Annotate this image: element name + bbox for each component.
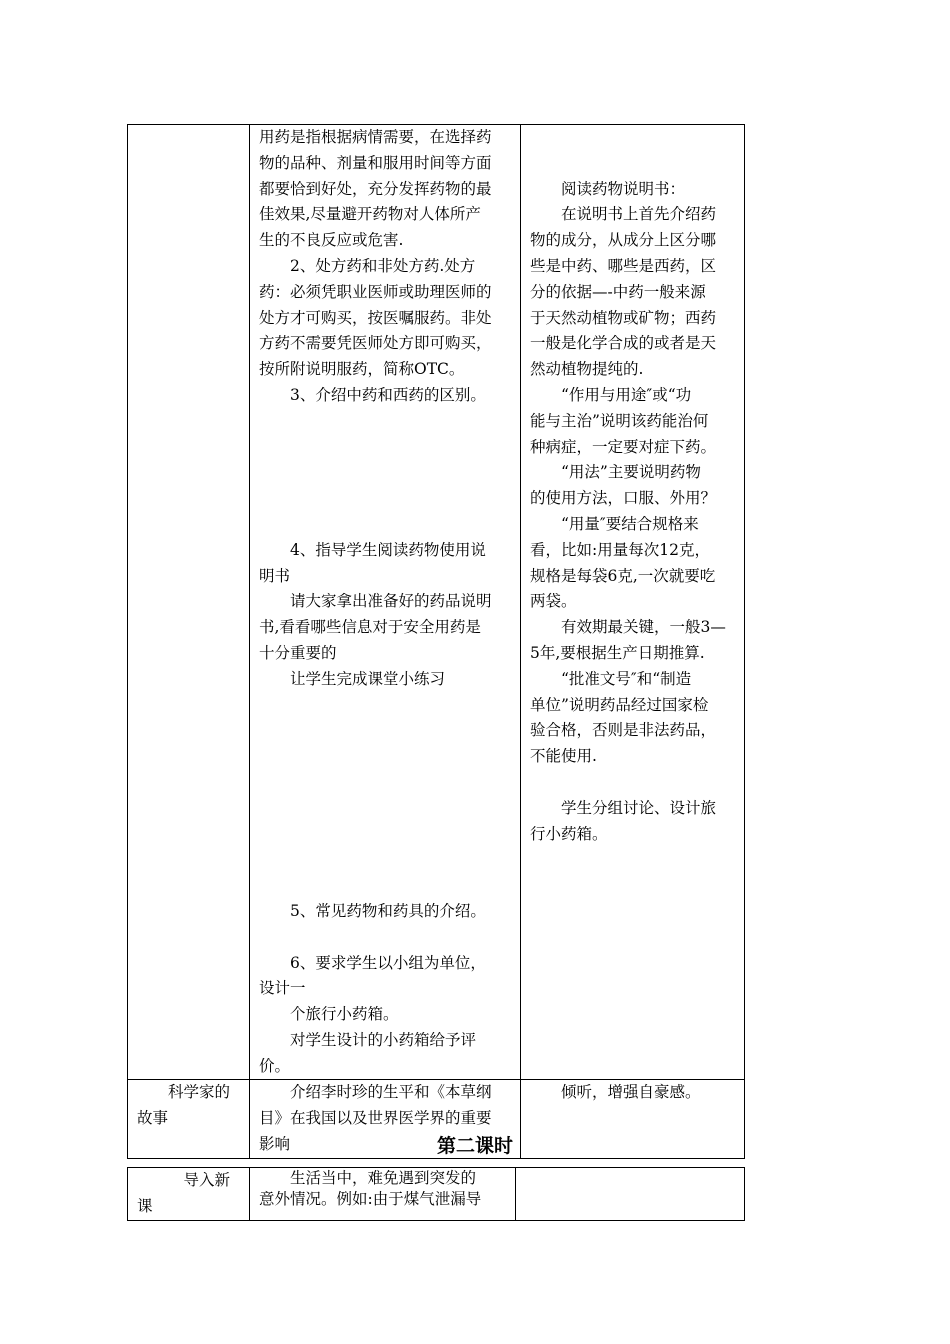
blank-line bbox=[530, 125, 735, 151]
intro-teacher-line-2: 意外情况。例如:由于煤气泄漏导 bbox=[259, 1190, 482, 1208]
text-line: 4、指导学生阅读药物使用说 bbox=[290, 540, 486, 559]
section-heading: 第二课时 bbox=[436, 1135, 513, 1157]
text-line: 按所附说明服药，简称OTC。 bbox=[259, 360, 465, 379]
text-line: 在说明书上首先介绍药 bbox=[561, 205, 717, 224]
text-line: “批准文号″和“制造 bbox=[561, 669, 692, 688]
text-line: 十分重要的 bbox=[259, 643, 337, 662]
text-line: 用药是指根据病情需要，在选择药 bbox=[259, 128, 492, 146]
text-line: 单位”说明药品经过国家检 bbox=[530, 695, 709, 714]
text-line: 于天然动植物或矿物；西药 bbox=[530, 308, 717, 327]
text-line: 种病症，一定要对症下药。 bbox=[530, 437, 717, 456]
blank-line bbox=[259, 486, 511, 512]
text-line: 能与主治”说明该药能治何 bbox=[530, 411, 709, 430]
text-line: 物的成分，从成分上区分哪 bbox=[530, 231, 717, 250]
blank-line bbox=[259, 822, 511, 848]
blank-line bbox=[259, 796, 511, 822]
intro-teacher-line-1: 生活当中，难免遇到突发的 bbox=[290, 1169, 477, 1187]
text-line: 些是中药、哪些是西药，区 bbox=[530, 256, 717, 275]
text-line: 方药不需要凭医师处方即可购买， bbox=[259, 334, 492, 353]
text-line: 明书 bbox=[259, 566, 291, 585]
text-line: “用量″要结合规格来 bbox=[561, 514, 699, 533]
lesson-plan-table bbox=[127, 124, 745, 1159]
text-line: 然动植物提纯的. bbox=[530, 360, 644, 379]
text-line: 不能使用. bbox=[530, 747, 597, 766]
text-line: 3、介绍中药和西药的区别。 bbox=[290, 385, 486, 404]
text-line: 佳效果,尽量避开药物对人体所产 bbox=[259, 205, 481, 224]
cell-student-activity bbox=[521, 125, 745, 1080]
blank-line bbox=[259, 409, 511, 435]
text-line: “作用与用途″或“功 bbox=[561, 385, 692, 404]
blank-line bbox=[530, 770, 735, 796]
blank-line bbox=[259, 873, 511, 899]
text-line: 价。 bbox=[259, 1056, 291, 1075]
text-line: 书,看看哪些信息对于安全用药是 bbox=[259, 618, 481, 637]
blank-line bbox=[259, 744, 511, 770]
cell-intro-student bbox=[516, 1168, 745, 1221]
story-label-line-1: 科学家的 bbox=[168, 1083, 231, 1102]
story-label-line-2: 故事 bbox=[137, 1109, 169, 1128]
story-student-line-1: 倾听，增强自豪感。 bbox=[561, 1083, 701, 1102]
story-teacher-line-2: 目》在我国以及世界医学界的重要 bbox=[259, 1109, 492, 1128]
text-line: “用法”主要说明药物 bbox=[561, 463, 701, 482]
text-line: 阅读药物说明书： bbox=[561, 179, 686, 198]
text-line: 一般是化学合成的或者是天 bbox=[530, 334, 717, 353]
text-line: 对学生设计的小药箱给予评 bbox=[290, 1030, 477, 1049]
cell-teacher-activity bbox=[250, 125, 521, 1080]
text-line: 规格是每袋6克,一次就要吃 bbox=[530, 566, 716, 585]
cell-intro-teacher bbox=[250, 1168, 516, 1221]
blank-line bbox=[259, 925, 511, 951]
text-line: 请大家拿出准备好的药品说明 bbox=[290, 592, 492, 611]
text-line: 行小药箱。 bbox=[530, 824, 608, 843]
text-line: 2、处方药和非处方药.处方 bbox=[290, 256, 476, 275]
lesson-plan-table-2 bbox=[127, 1167, 745, 1221]
blank-line bbox=[259, 770, 511, 796]
table-row-intro bbox=[128, 1168, 745, 1221]
text-line: 有效期最关键，一般3— bbox=[561, 618, 726, 637]
text-line: 的使用方法，口服、外用？ bbox=[530, 489, 717, 508]
blank-line bbox=[259, 512, 511, 538]
text-line: 5、常见药物和药具的介绍。 bbox=[290, 901, 486, 920]
text-line: 分的依据—-中药一般来源 bbox=[530, 282, 706, 301]
text-line: 5年,要根据生产日期推算. bbox=[530, 643, 705, 662]
text-line: 处方才可购买，按医嘱服药。非处 bbox=[259, 308, 492, 327]
blank-line bbox=[259, 460, 511, 486]
text-line: 个旅行小药箱。 bbox=[290, 1005, 399, 1024]
text-line: 学生分组讨论、设计旅 bbox=[561, 798, 717, 817]
text-line: 物的品种、剂量和服用时间等方面 bbox=[259, 153, 492, 172]
text-line: 药：必须凭职业医师或助理医师的 bbox=[259, 282, 492, 301]
blank-line bbox=[259, 847, 511, 873]
blank-line bbox=[530, 151, 735, 177]
intro-label: 导入新课 bbox=[137, 1171, 231, 1215]
text-line: 6、要求学生以小组为单位， bbox=[290, 953, 486, 972]
story-teacher-line-1: 介绍李时珍的生平和《本草纲 bbox=[290, 1083, 492, 1102]
text-line: 让学生完成课堂小练习 bbox=[290, 669, 446, 688]
blank-line bbox=[259, 435, 511, 461]
story-teacher-line-3: 影响 bbox=[259, 1135, 291, 1154]
text-line: 生的不良反应或危害. bbox=[259, 231, 404, 250]
blank-line bbox=[259, 718, 511, 744]
table-row-main bbox=[128, 125, 745, 1080]
cell-activity-empty bbox=[128, 125, 250, 1080]
text-line: 看，比如:用量每次12克， bbox=[530, 540, 710, 559]
text-line: 验合格，否则是非法药品， bbox=[530, 721, 717, 740]
text-line: 设计一 bbox=[259, 979, 306, 998]
blank-line bbox=[259, 693, 511, 719]
text-line: 都要恰到好处，充分发挥药物的最 bbox=[259, 179, 492, 198]
text-line: 两袋。 bbox=[530, 592, 577, 611]
cell-intro-label bbox=[128, 1168, 250, 1221]
